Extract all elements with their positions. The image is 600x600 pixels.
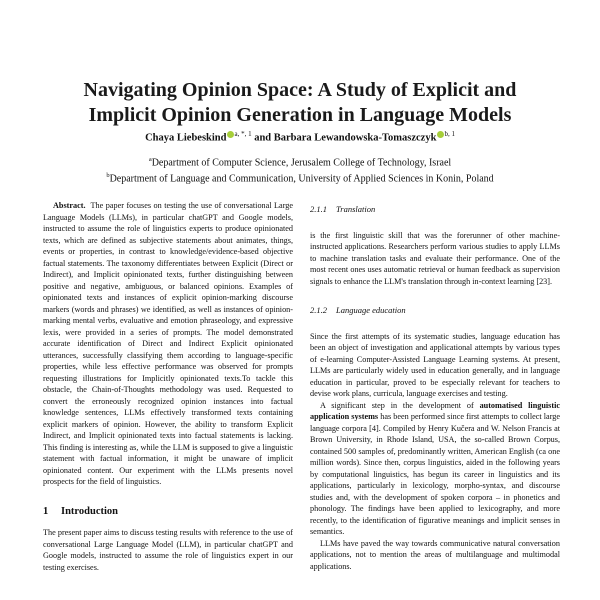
paper-title (40, 78, 560, 128)
affiliation-b-text: Department of Language and Communication, University of Applied Sciences in Konin, Poland (109, 173, 494, 185)
affiliations (40, 153, 560, 186)
section-1-text: The present paper aims to discuss testing results with reference to the use of conversational Large Language Model (LLM), in particular chatGPT and Google models, instructed to assume the role of linguistics expert in our testing exercises. (43, 528, 293, 572)
subsection-2-1-1-number: 2.1.1 (310, 204, 327, 214)
section-1-number: 1 (43, 505, 49, 517)
abstract-label: Abstract. (53, 201, 86, 210)
paper-title-line-2: Implicit Opinion Generation in Language Models (88, 104, 512, 126)
author-2-name: Barbara Lewandowska-Tomaszczyk (273, 132, 437, 144)
subsection-2-1-1-heading (310, 204, 560, 216)
abstract (43, 200, 293, 488)
affiliation-b-marker: b (106, 172, 110, 180)
subsection-2-1-2-para-2 (310, 400, 560, 538)
affiliation-b (40, 169, 560, 185)
subsection-2-1-2-heading (310, 305, 560, 317)
affiliation-a (40, 153, 560, 169)
affiliation-a-text: Department of Computer Science, Jerusalem College of Technology, Israel (151, 157, 452, 169)
author-connector: and (254, 132, 272, 144)
right-column (310, 200, 560, 572)
para-2-lead: A significant step in the development of (320, 400, 474, 410)
subsection-2-1-2-para-1: Since the first attempts of its systematic studies, language education has been an object of investigation and applicational attempts by various types of e-learning Computer-Assisted Language Learning systems. At present, LLMs are particularly widely used in education generally, and in language education in particular, proved to be especially relevant for teachers to devise work plans, curricula, language exercises and testing. (310, 331, 560, 398)
affiliation-a-marker: a (148, 156, 152, 163)
author-2-superscript: b, 1 (444, 130, 455, 138)
subsection-2-1-2-number: 2.1.2 (310, 305, 327, 315)
paper-title-line-1: Navigating Opinion Space: A Study of Explicit and (83, 79, 517, 101)
section-1-title: Introduction (61, 505, 118, 517)
author-1-name: Chaya Liebeskind (145, 132, 227, 144)
subsection-2-1-1-text: is the first linguistic skill that was the forerunner of other machine-instructed applications. Researchers perform various studies to apply LLMs to machine translation tasks and evaluate their performance. One of the most recent ones uses automatic retrieval or human feedback as supervision signals to enhance the LLM's translation through in-context learning [23]. (310, 230, 560, 286)
subsection-2-1-2-title: Language education (336, 305, 406, 315)
author-line (40, 130, 560, 144)
abstract-text: The paper focuses on testing the use of conversational Large Language Models (LLMs), in particular chatGPT and Google models, instructed to assume the role of linguistics experts to produce opinionated texts, which are defined as subjective statements about animates, things, events or properties, in contrast to knowledge/evidence-based objective factual statements. The taxonomy differentiates between Explicit (Direct or Indirect), and Implicit opinionated texts, further distinguishing between positive and negative, ambiguous, or balanced opinions. Examples of opinionated texts and instances of explicit opinion-marking discourse markers (words and phrases) we identified, as well as instances of opinion-marking mental verbs, evaluative and emotion phraseology, and expressive lexis, were provided in a series of prompts. The model demonstrated accurate identification of Direct and Indirect Explicit opinionated utterances, successfully classifying them according to language-specific properties, while less effective performance was observed for prompts requesting illustrations for Implicitly opinionated texts.To tackle this obstacle, the Chain-of-Thoughts methodology was used. Requested to convert the erroneously recognized opinion instances into factual knowledge sentences, LLMs effectively transformed texts containing explicit markers of opinion. However, the ability to transform Explicit Indirect, and Implicit opinionated texts into factual statements is lacking. This finding is interesting as, while the LLM is supposed to give a linguistic statement with factual information, it might be unaware of implicit opinionated content. Our experiment with the LLMs presents novel prospects for the field of linguistics. (43, 201, 294, 486)
section-1-heading (43, 506, 293, 518)
left-column (43, 200, 293, 573)
author-1-superscript: a, *, 1 (234, 130, 252, 138)
subsection-2-1-1-title: Translation (336, 204, 376, 214)
para-2-bold-term: automatised linguistic application systems (310, 400, 561, 421)
para-2-rest: has been performed since first attempts to collect large language corpora [4]. Compiled by Henry Kučera and W. Nelson Francis at Brown University, in Rhode Island, USA, the so-called Brown Corpus, contained 500 samples of, predominantly written, American English (ca one million words). Since then, corpus linguistics, aided in the following years by computational linguistics, has begun its career in linguistics and its applications, particularly in lexicology, morpho-syntax, and discourse studies and, with the development of spoken corpora – in phonetics and phonology. The findings have been applied to lexicography, and more recently, to the identification of figurative meanings and implicit senses in semantics. (310, 412, 560, 536)
subsection-2-1-2-para-3: LLMs have paved the way towards communicative natural conversation applications, not to mention the areas of multilanguage and multimodal applications. (310, 538, 560, 571)
